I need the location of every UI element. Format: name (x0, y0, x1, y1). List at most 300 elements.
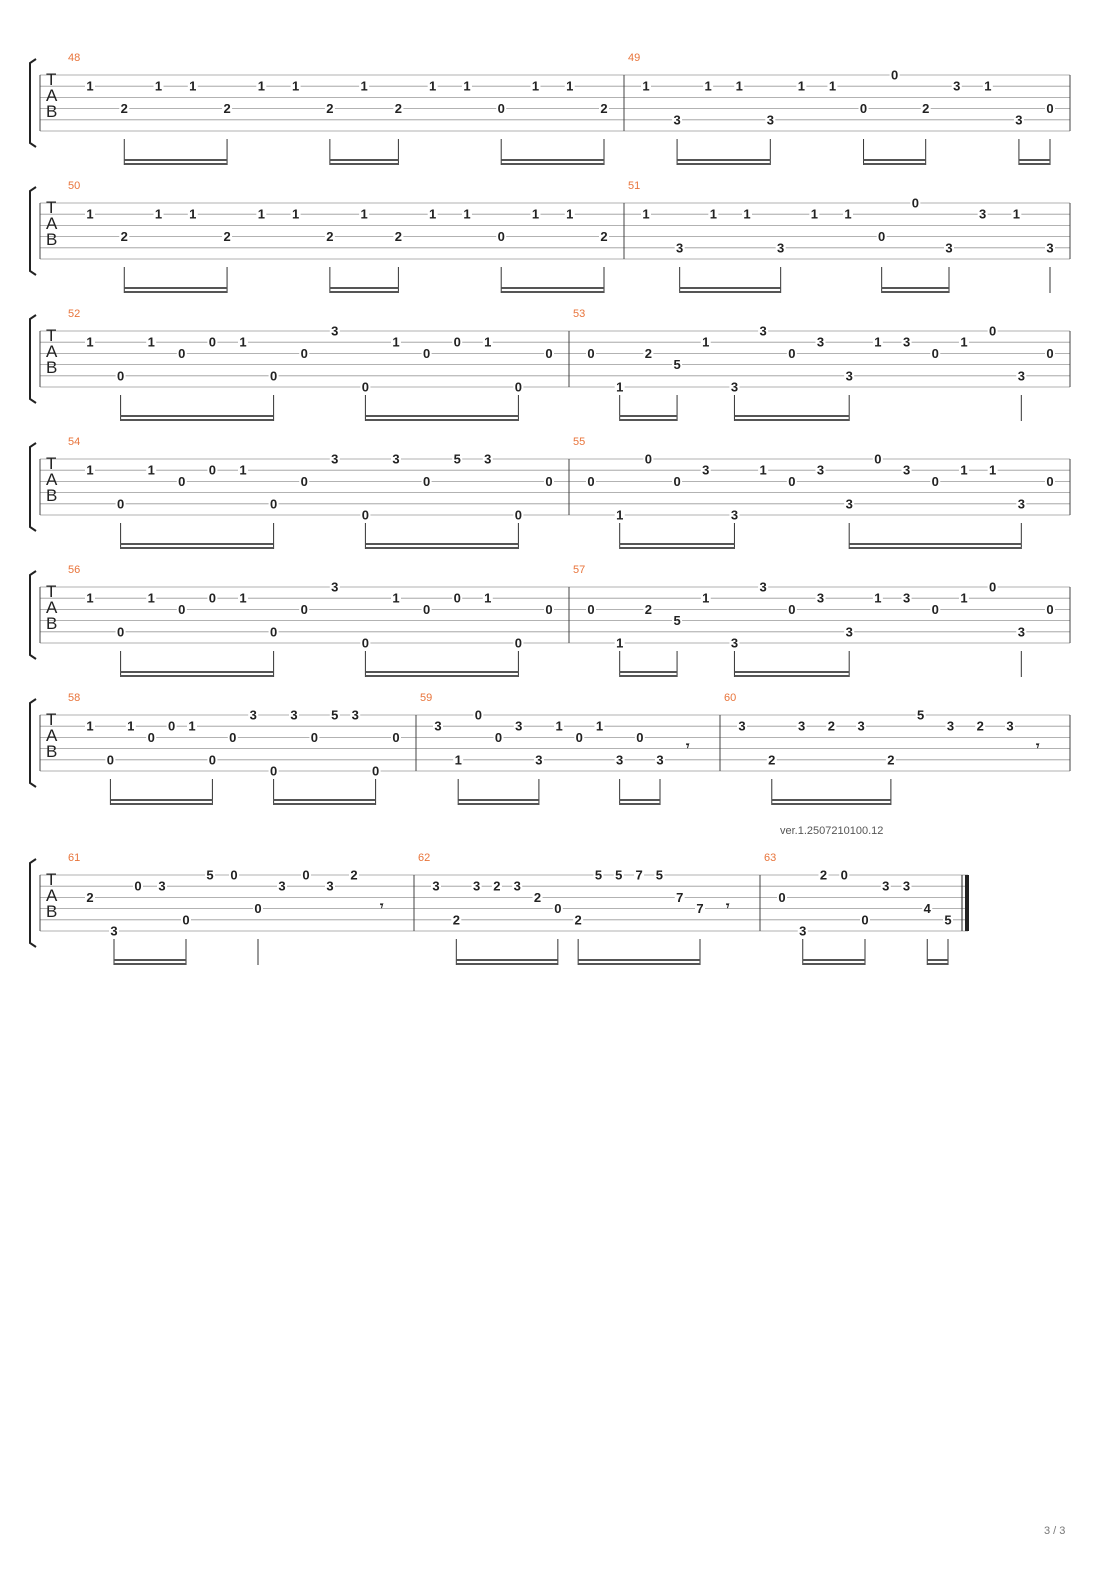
fret-number: 0 (167, 718, 176, 734)
tab-clef-letter: T (46, 198, 57, 217)
fret-number: 4 (923, 901, 931, 917)
fret-number: 0 (778, 889, 786, 905)
fret-number: 1 (392, 590, 400, 606)
fret-number: 3 (738, 718, 746, 734)
beam (330, 159, 399, 161)
fret-number: 0 (1046, 345, 1054, 361)
beam (114, 963, 186, 965)
fret-number: 1 (810, 206, 818, 222)
fret-number: 0 (497, 101, 505, 117)
measure-number: 61 (68, 852, 81, 864)
fret-number: 1 (360, 206, 368, 222)
beam (578, 959, 700, 961)
version-label: ver.1.2507210100.12 (780, 825, 884, 837)
fret-number: 3 (616, 752, 624, 768)
eighth-rest-icon: 𝄾 (686, 738, 690, 754)
fret-number: 0 (587, 601, 595, 617)
fret-number: 2 (86, 889, 94, 905)
fret-number: 2 (452, 912, 460, 928)
beam (620, 671, 677, 673)
fret-number: 1 (463, 206, 471, 222)
beam (365, 543, 518, 545)
fret-number: 1 (392, 334, 400, 350)
beam (578, 963, 700, 965)
fret-number: 3 (278, 878, 286, 894)
fret-number: 1 (127, 718, 135, 734)
fret-number: 0 (422, 345, 431, 361)
page-indicator: 3 / 3 (1044, 1525, 1066, 1537)
fret-number: 3 (110, 923, 118, 939)
measure-number: 48 (68, 52, 81, 64)
fret-number: 1 (86, 334, 94, 350)
final-barline-thick (965, 875, 969, 931)
fret-number: 1 (960, 462, 968, 478)
fret-number: 5 (206, 867, 214, 883)
beam (864, 163, 926, 165)
tab-clef-letter: T (46, 70, 57, 89)
fret-number: 2 (223, 101, 231, 117)
measure-number: 50 (68, 180, 81, 192)
fret-number: 3 (797, 718, 806, 734)
system-bracket (30, 59, 36, 147)
system-bracket (30, 699, 36, 787)
beam (121, 671, 274, 673)
beam (734, 671, 849, 673)
fret-number: 3 (845, 496, 853, 512)
fret-number: 3 (759, 323, 767, 339)
beam (458, 803, 539, 805)
fret-number: 2 (350, 867, 358, 883)
fret-number: 0 (931, 473, 939, 489)
fret-number: 1 (154, 78, 163, 94)
fret-number: 3 (656, 752, 664, 768)
fret-number: 3 (326, 878, 334, 894)
beam (110, 799, 212, 801)
beam (501, 163, 604, 165)
beam (365, 419, 518, 421)
fret-number: 0 (474, 707, 482, 723)
beam (274, 803, 376, 805)
fret-number: 3 (759, 579, 767, 595)
fret-number: 0 (587, 345, 595, 361)
fret-number: 3 (392, 451, 400, 467)
fret-number: 0 (182, 912, 190, 928)
measure-number: 54 (68, 436, 81, 448)
beam (456, 963, 558, 965)
beam (121, 547, 274, 549)
fret-number: 1 (735, 78, 743, 94)
fret-number: 0 (1046, 473, 1054, 489)
fret-number: 3 (676, 240, 684, 256)
fret-number: 0 (300, 601, 308, 617)
system-bracket (30, 187, 36, 275)
fret-number: 0 (545, 601, 553, 617)
fret-number: 1 (147, 462, 155, 478)
fret-number: 3 (1017, 368, 1025, 384)
beam (274, 799, 376, 801)
fret-number: 5 (673, 613, 681, 629)
beam (803, 959, 865, 961)
fret-number: 3 (1006, 718, 1014, 734)
beam (803, 963, 865, 965)
fret-number: 3 (902, 590, 911, 606)
fret-number: 0 (208, 462, 217, 478)
fret-number: 3 (484, 451, 492, 467)
fret-number: 0 (208, 752, 217, 768)
fret-number: 1 (291, 78, 300, 94)
beam (927, 963, 948, 965)
beam (458, 799, 539, 801)
tab-system (30, 564, 1070, 677)
fret-number: 2 (533, 889, 542, 905)
system-bracket (30, 571, 36, 659)
tab-clef-letter: T (46, 582, 57, 601)
fret-number: 0 (587, 473, 595, 489)
fret-number: 0 (788, 473, 796, 489)
beam (121, 543, 274, 545)
beam (110, 803, 212, 805)
fret-number: 0 (554, 901, 562, 917)
fret-number: 3 (351, 707, 359, 723)
fret-number: 1 (960, 334, 968, 350)
beam (121, 419, 274, 421)
fret-number: 0 (644, 451, 652, 467)
tab-clef-letter: A (46, 86, 58, 105)
beam (864, 159, 926, 161)
fret-number: 3 (816, 590, 825, 606)
fret-number: 1 (616, 635, 624, 651)
fret-number: 1 (257, 78, 265, 94)
beam (121, 415, 274, 417)
fret-number: 1 (704, 78, 712, 94)
fret-number: 0 (494, 729, 503, 745)
fret-number: 1 (189, 206, 197, 222)
fret-number: 1 (257, 206, 265, 222)
fret-number: 5 (331, 707, 339, 723)
fret-number: 0 (178, 345, 186, 361)
fret-number: 1 (291, 206, 300, 222)
fret-number: 1 (239, 462, 247, 478)
fret-number: 5 (453, 451, 461, 467)
tab-system (30, 692, 1070, 805)
fret-number: 1 (154, 206, 163, 222)
fret-number: 3 (799, 923, 807, 939)
beam (772, 799, 891, 801)
fret-number: 0 (422, 473, 431, 489)
fret-number: 7 (676, 889, 684, 905)
fret-number: 0 (497, 229, 505, 245)
fret-number: 1 (709, 206, 717, 222)
fret-number: 1 (616, 507, 624, 523)
fret-number: 5 (655, 867, 664, 883)
fret-number: 0 (840, 867, 848, 883)
tab-system (30, 52, 1070, 165)
beam (620, 419, 677, 421)
beam (882, 287, 949, 289)
beam (124, 159, 227, 161)
beam (501, 159, 604, 161)
fret-number: 3 (249, 707, 257, 723)
fret-number: 0 (178, 601, 186, 617)
beam (680, 287, 781, 289)
fret-number: 1 (463, 78, 471, 94)
beam (620, 547, 735, 549)
fret-number: 0 (116, 496, 125, 512)
tab-clef-letter: B (46, 486, 58, 505)
fret-number: 3 (902, 462, 911, 478)
fret-number: 5 (615, 867, 623, 883)
fret-number: 3 (331, 451, 339, 467)
fret-number: 2 (574, 912, 582, 928)
fret-number: 3 (331, 579, 339, 595)
measure-number: 58 (68, 692, 81, 704)
fret-number: 0 (254, 901, 262, 917)
fret-number: 0 (116, 368, 125, 384)
measure-number: 57 (573, 564, 586, 576)
fret-number: 0 (302, 867, 310, 883)
fret-number: 7 (635, 867, 643, 883)
fret-number: 1 (743, 206, 751, 222)
eighth-rest-icon: 𝄾 (726, 898, 730, 914)
beam (677, 159, 770, 161)
tab-clef-letter: A (46, 342, 58, 361)
fret-number: 3 (902, 878, 911, 894)
beam (365, 415, 518, 417)
measure-number: 62 (418, 852, 431, 864)
fret-number: 1 (989, 462, 997, 478)
fret-number: 0 (859, 101, 868, 117)
tab-system (30, 180, 1070, 293)
beam (680, 291, 781, 293)
fret-number: 3 (979, 206, 987, 222)
tab-clef-letter: T (46, 870, 57, 889)
tab-clef-letter: A (46, 214, 58, 233)
tab-clef-letter: B (46, 358, 58, 377)
fret-number: 3 (535, 752, 543, 768)
measure-number: 52 (68, 308, 81, 320)
fret-number: 3 (816, 334, 825, 350)
eighth-rest-icon: 𝄾 (380, 898, 384, 914)
fret-number: 0 (300, 345, 308, 361)
fret-number: 2 (600, 101, 608, 117)
fret-number: 3 (730, 507, 739, 523)
fret-number: 0 (911, 195, 919, 211)
eighth-rest-icon: 𝄾 (1036, 738, 1040, 754)
fret-number: 0 (269, 368, 278, 384)
beam (501, 291, 604, 293)
fret-number: 3 (472, 878, 481, 894)
beam (677, 163, 770, 165)
fret-number: 1 (702, 334, 710, 350)
fret-number: 1 (86, 590, 94, 606)
fret-number: 1 (429, 78, 437, 94)
fret-number: 0 (361, 635, 370, 651)
tab-clef-letter: A (46, 470, 58, 489)
measure-number: 51 (628, 180, 641, 192)
fret-number: 0 (147, 729, 155, 745)
fret-number: 0 (361, 379, 370, 395)
fret-number: 1 (984, 78, 992, 94)
tab-clef-letter: A (46, 886, 58, 905)
beam (772, 803, 891, 805)
beam (882, 291, 949, 293)
fret-number: 0 (371, 763, 380, 779)
fret-number: 1 (531, 206, 540, 222)
fret-number: 0 (788, 601, 796, 617)
beam (124, 291, 227, 293)
fret-number: 2 (394, 101, 403, 117)
beam (456, 959, 558, 961)
fret-number: 3 (882, 878, 890, 894)
fret-number: 1 (642, 206, 650, 222)
fret-number: 3 (702, 462, 710, 478)
system-bracket (30, 443, 36, 531)
fret-number: 2 (644, 345, 652, 361)
fret-number: 1 (1012, 206, 1020, 222)
fret-number: 3 (331, 323, 339, 339)
fret-number: 1 (642, 78, 650, 94)
fret-number: 2 (827, 718, 835, 734)
fret-number: 1 (86, 206, 94, 222)
fret-number: 1 (828, 78, 837, 94)
fret-number: 5 (594, 867, 603, 883)
fret-number: 0 (931, 345, 939, 361)
fret-number: 2 (326, 229, 334, 245)
fret-number: 1 (86, 718, 94, 734)
beam (365, 671, 518, 673)
fret-number: 1 (239, 590, 247, 606)
beam (620, 675, 677, 677)
fret-number: 3 (1017, 624, 1025, 640)
beam (501, 287, 604, 289)
tab-clef-letter: T (46, 710, 57, 729)
tab-system (30, 436, 1070, 549)
fret-number: 3 (1017, 496, 1025, 512)
beam (124, 163, 227, 165)
fret-number: 1 (484, 590, 492, 606)
fret-number: 1 (759, 462, 767, 478)
fret-number: 0 (422, 601, 431, 617)
fret-number: 2 (600, 229, 608, 245)
fret-number: 3 (766, 112, 774, 128)
fret-number: 2 (223, 229, 231, 245)
beam (1019, 159, 1050, 161)
fret-number: 0 (453, 334, 461, 350)
fret-number: 3 (730, 379, 739, 395)
tab-clef-letter: A (46, 598, 58, 617)
fret-number: 3 (1046, 240, 1054, 256)
tab-clef-letter: B (46, 230, 58, 249)
fret-number: 0 (874, 451, 882, 467)
fret-number: 3 (902, 334, 911, 350)
beam (927, 959, 948, 961)
beam (734, 675, 849, 677)
measure-number: 53 (573, 308, 586, 320)
fret-number: 0 (931, 601, 939, 617)
fret-number: 1 (454, 752, 462, 768)
fret-number: 2 (887, 752, 895, 768)
measure-number: 63 (764, 852, 777, 864)
fret-number: 0 (361, 507, 370, 523)
fret-number: 2 (976, 718, 984, 734)
fret-number: 3 (816, 462, 825, 478)
fret-number: 0 (229, 729, 237, 745)
fret-number: 5 (944, 912, 952, 928)
fret-number: 0 (453, 590, 461, 606)
beam (124, 287, 227, 289)
fret-number: 1 (874, 590, 882, 606)
fret-number: 3 (290, 707, 298, 723)
fret-number: 0 (514, 635, 523, 651)
measure-number: 60 (724, 692, 737, 704)
fret-number: 0 (890, 67, 899, 83)
tab-clef-letter: B (46, 102, 58, 121)
fret-number: 3 (515, 718, 523, 734)
fret-number: 3 (777, 240, 785, 256)
fret-number: 0 (861, 912, 869, 928)
tab-clef-letter: B (46, 614, 58, 633)
tab-clef-letter: T (46, 454, 57, 473)
fret-number: 3 (158, 878, 166, 894)
fret-number: 2 (922, 101, 930, 117)
system-bracket (30, 859, 36, 947)
tab-clef-letter: B (46, 902, 58, 921)
fret-number: 0 (636, 729, 644, 745)
tab-clef-letter: A (46, 726, 58, 745)
fret-number: 2 (326, 101, 334, 117)
fret-number: 3 (513, 878, 521, 894)
fret-number: 0 (116, 624, 125, 640)
measure-number: 49 (628, 52, 641, 64)
fret-number: 2 (819, 867, 828, 883)
fret-number: 0 (989, 579, 997, 595)
tab-system (30, 852, 969, 965)
fret-number: 0 (1046, 101, 1054, 117)
fret-number: 1 (555, 718, 563, 734)
fret-number: 1 (702, 590, 710, 606)
fret-number: 3 (432, 878, 440, 894)
fret-number: 1 (566, 206, 574, 222)
fret-number: 5 (673, 357, 681, 373)
fret-number: 1 (844, 206, 852, 222)
measure-number: 56 (68, 564, 81, 576)
fret-number: 0 (545, 473, 553, 489)
fret-number: 3 (845, 624, 853, 640)
fret-number: 1 (484, 334, 492, 350)
fret-number: 1 (797, 78, 806, 94)
fret-number: 1 (239, 334, 247, 350)
beam (365, 675, 518, 677)
fret-number: 0 (230, 867, 238, 883)
fret-number: 1 (86, 78, 94, 94)
fret-number: 2 (120, 229, 128, 245)
fret-number: 0 (788, 345, 796, 361)
fret-number: 0 (208, 334, 217, 350)
fret-number: 3 (730, 635, 739, 651)
fret-number: 0 (989, 323, 997, 339)
fret-number: 1 (86, 462, 94, 478)
fret-number: 1 (531, 78, 540, 94)
fret-number: 1 (188, 718, 196, 734)
fret-number: 5 (917, 707, 925, 723)
system-bracket (30, 315, 36, 403)
fret-number: 0 (673, 473, 681, 489)
beam (620, 799, 660, 801)
fret-number: 0 (269, 496, 278, 512)
beam (849, 543, 1021, 545)
beam (330, 163, 399, 165)
tab-clef-letter: T (46, 326, 57, 345)
